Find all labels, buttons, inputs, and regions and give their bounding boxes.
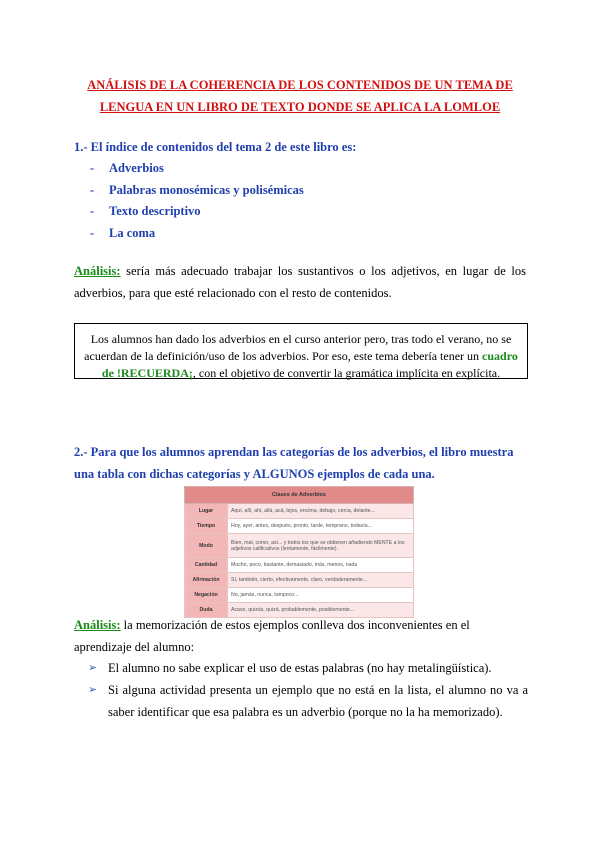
section-1-heading: 1.- El índice de contenidos del tema 2 de este libro es: (74, 140, 357, 154)
analysis-label: Análisis: (74, 264, 121, 278)
list-item: ➢ Si alguna actividad presenta un ejemplo que no está en la lista, el alumno no va a saber identificar que esa palabra es un adverbio (porque no la ha memorizado). (88, 679, 528, 723)
table-row: Tiempo Hoy, ayer, antes, después, pronto, tarde, temprano, todavía... (185, 519, 414, 534)
table-row: Duda Acaso, quizás, quizá, probablemente, posiblemente... (185, 603, 414, 618)
list-item: - Adverbios (90, 161, 164, 175)
table-row: Modo Bien, mal, como, así... y todos los que se obtienen añadiendo MENTE a los adjetivos calificativos (lentamente, fácilmente). (185, 534, 414, 558)
table-title: Clases de Adverbios (185, 487, 414, 504)
contents-list (90, 158, 304, 244)
section-2-heading: 2.- Para que los alumnos aprendan las categorías de los adverbios, el libro muestra una tabla con dichas categorías y ALGUNOS ejemplos de cada una. (74, 445, 514, 481)
analysis-2-paragraph (74, 614, 526, 658)
table-row: Cantidad Mucho, poco, bastante, demasiado, más, menos, nada (185, 558, 414, 573)
title-line-1: ANÁLISIS DE LA COHERENCIA DE LOS CONTENIDOS DE UN TEMA DE (87, 78, 513, 92)
list-item: - Texto descriptivo (90, 204, 201, 218)
table-row: Negación No, jamás, nunca, tampoco... (185, 588, 414, 603)
list-item: - Palabras monosémicas y polisémicas (90, 182, 304, 197)
document-title (60, 74, 540, 118)
title-line-2: LENGUA EN UN LIBRO DE TEXTO DONDE SE APLICA LA LOMLOE (99, 100, 501, 114)
analysis-1-text: sería más adecuado trabajar los sustantivos o los adjetivos, en lugar de los adverbios, para que esté relacionado con el resto de contenidos. (74, 264, 526, 300)
drawbacks-list (88, 657, 528, 723)
analysis-1-paragraph (74, 260, 526, 304)
table-row: Lugar Aquí, allí, ahí, allá, acá, lejos, encima, debajo, cerca, delante... (185, 504, 414, 519)
recuerda-highlight: cuadro de !RECUERDA¡ (101, 349, 518, 380)
analysis-label: Análisis: (74, 618, 121, 632)
arrow-bullet-icon: ➢ (88, 662, 98, 674)
list-item: ➢ El alumno no sabe explicar el uso de estas palabras (no hay metalingüística). (88, 657, 528, 679)
list-item: - La coma (90, 225, 156, 240)
table-row: Afirmación Sí, también, cierto, efectivamente, claro, verdaderamente... (185, 573, 414, 588)
adverb-classes-table (184, 486, 414, 618)
note-box: Los alumnos han dado los adverbios en el curso anterior pero, tras todo el verano, no se acuerdan de la definición/uso de los adverbios. Por eso, este tema debería tener un cuadro de !RECUERDA¡, con el objetivo de convertir la gramática implícita en explícita. (74, 323, 528, 379)
analysis-2-text: la memorización de estos ejemplos conlleva dos inconvenientes en el aprendizaje del alumno: (74, 618, 470, 654)
arrow-bullet-icon: ➢ (88, 684, 98, 696)
